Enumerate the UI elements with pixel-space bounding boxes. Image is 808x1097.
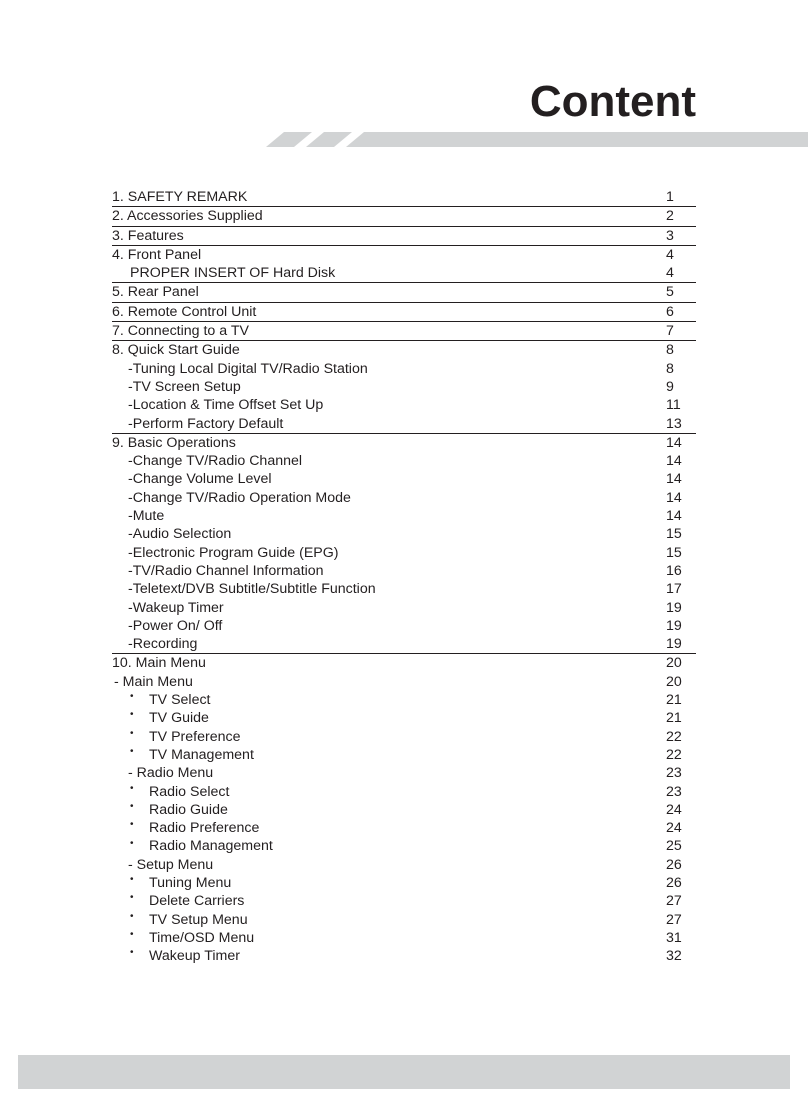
toc-entry-text: -Teletext/DVB Subtitle/Subtitle Function <box>128 581 376 598</box>
toc-page-number: 31 <box>666 929 682 946</box>
toc-entry-label <box>112 507 164 525</box>
toc-entry-row[interactable] <box>112 378 696 396</box>
toc-page-number: 17 <box>666 581 682 598</box>
toc-entry-label <box>112 396 323 414</box>
toc-entry-label <box>112 856 213 874</box>
toc-section <box>112 303 696 322</box>
toc-section <box>112 654 696 965</box>
toc-entry-text: 8. Quick Start Guide <box>112 342 240 359</box>
toc-entry-label <box>112 691 211 709</box>
toc-heading-row[interactable] <box>112 434 696 452</box>
toc-entry-text: -Recording <box>128 636 198 653</box>
toc-entry-text: Time/OSD Menu <box>149 929 255 946</box>
toc-section <box>112 188 696 207</box>
toc-entry-label <box>112 617 222 635</box>
toc-entry-row[interactable] <box>112 929 696 947</box>
toc-page-number: 21 <box>666 710 682 727</box>
toc-entry-text: -Change Volume Level <box>128 471 272 488</box>
toc-entry-text: TV Setup Menu <box>149 911 248 928</box>
toc-entry-label <box>112 246 201 264</box>
toc-page-number: 14 <box>666 508 682 525</box>
table-of-contents <box>112 188 696 965</box>
bullet-icon: • <box>130 782 134 794</box>
toc-entry-label <box>112 599 224 617</box>
toc-entry-label <box>112 580 376 598</box>
toc-entry-label <box>112 654 206 672</box>
toc-page-number: 27 <box>666 893 682 910</box>
toc-page-number: 23 <box>666 783 682 800</box>
toc-entry-row[interactable] <box>112 892 696 910</box>
toc-entry-text: 2. Accessories Supplied <box>112 208 263 225</box>
toc-entry-row[interactable] <box>112 489 696 507</box>
toc-page-number: 8 <box>666 360 674 377</box>
toc-entry-text: -Perform Factory Default <box>128 415 284 432</box>
toc-entry-row[interactable] <box>112 452 696 470</box>
toc-entry-text: 4. Front Panel <box>112 246 202 263</box>
toc-page-number: 32 <box>666 948 682 965</box>
toc-page-number: 1 <box>666 189 674 205</box>
toc-entry-label <box>112 709 209 727</box>
toc-entry-label <box>112 673 193 691</box>
toc-heading-row[interactable] <box>112 322 696 340</box>
toc-entry-row[interactable] <box>112 470 696 488</box>
toc-entry-text: -Mute <box>128 508 165 525</box>
toc-section <box>112 341 696 433</box>
toc-entry-text: -Audio Selection <box>128 526 232 543</box>
toc-entry-row[interactable] <box>112 728 696 746</box>
toc-entry-text: Radio Guide <box>149 801 228 818</box>
band-stripe-3 <box>346 132 808 147</box>
bullet-icon: • <box>130 800 134 812</box>
toc-entry-row[interactable] <box>112 415 696 433</box>
toc-section <box>112 207 696 226</box>
toc-entry-text: 10. Main Menu <box>112 655 206 672</box>
toc-page-number: 23 <box>666 765 682 782</box>
toc-entry-label <box>112 544 339 562</box>
toc-entry-label <box>112 525 231 543</box>
toc-page-number: 7 <box>666 323 674 340</box>
toc-entry-row[interactable] <box>112 264 696 282</box>
toc-entry-text: 1. SAFETY REMARK <box>112 189 248 205</box>
toc-entry-text: TV Guide <box>149 710 209 727</box>
toc-entry-row[interactable] <box>112 911 696 929</box>
toc-entry-text: 3. Features <box>112 227 184 244</box>
toc-entry-row[interactable] <box>112 360 696 378</box>
toc-entry-text: Delete Carriers <box>149 893 245 910</box>
toc-entry-label <box>112 378 241 396</box>
toc-page-number: 22 <box>666 728 682 745</box>
toc-page-number: 8 <box>666 342 674 359</box>
toc-page-number: 25 <box>666 838 682 855</box>
toc-page-number: 19 <box>666 636 682 653</box>
toc-entry-text: 7. Connecting to a TV <box>112 323 249 340</box>
toc-entry-label <box>112 283 199 301</box>
toc-page-number: 5 <box>666 284 674 301</box>
toc-entry-row[interactable] <box>112 599 696 617</box>
toc-entry-label <box>112 264 335 282</box>
bullet-icon: • <box>130 709 134 721</box>
toc-page-number: 13 <box>666 415 682 432</box>
toc-entry-text: -Location & Time Offset Set Up <box>128 397 324 414</box>
toc-page-number: 26 <box>666 874 682 891</box>
toc-page-number: 2 <box>666 208 674 225</box>
toc-entry-text: 5. Rear Panel <box>112 284 199 301</box>
toc-page-number: 14 <box>666 471 682 488</box>
bullet-icon: • <box>130 691 134 703</box>
bullet-icon: • <box>130 746 134 758</box>
toc-page-number: 14 <box>666 453 682 470</box>
toc-entry-row[interactable] <box>112 856 696 874</box>
toc-entry-row[interactable] <box>112 709 696 727</box>
bullet-icon: • <box>130 929 134 941</box>
toc-page-number: 16 <box>666 562 682 579</box>
toc-heading-row[interactable] <box>112 283 696 301</box>
toc-entry-text: PROPER INSERT OF Hard Disk <box>130 265 336 282</box>
toc-heading-row[interactable] <box>112 303 696 321</box>
toc-entry-label <box>112 303 256 321</box>
toc-entry-text: TV Select <box>149 692 211 709</box>
toc-heading-row[interactable] <box>112 341 696 359</box>
toc-heading-row[interactable] <box>112 246 696 264</box>
toc-page-number: 26 <box>666 856 682 873</box>
toc-heading-row[interactable] <box>112 188 696 206</box>
toc-entry-label <box>112 341 240 359</box>
toc-entry-text: Radio Preference <box>149 820 260 837</box>
bullet-icon: • <box>130 892 134 904</box>
bullet-icon: • <box>130 910 134 922</box>
toc-entry-row[interactable] <box>112 837 696 855</box>
toc-page-number: 20 <box>666 673 682 690</box>
toc-entry-text: -TV Screen Setup <box>128 378 241 395</box>
toc-section <box>112 227 696 246</box>
toc-entry-text: -Wakeup Timer <box>128 599 224 616</box>
footer-band <box>18 1055 790 1089</box>
toc-page-number: 11 <box>666 397 681 414</box>
toc-entry-text: -Change TV/Radio Operation Mode <box>128 489 351 506</box>
toc-entry-row[interactable] <box>112 396 696 414</box>
toc-entry-label <box>112 227 184 245</box>
toc-entry-text: - Setup Menu <box>128 856 214 873</box>
toc-entry-text: TV Preference <box>149 728 241 745</box>
toc-entry-text: - Main Menu <box>114 673 193 690</box>
toc-entry-row[interactable] <box>112 746 696 764</box>
toc-entry-label <box>112 188 247 206</box>
toc-entry-text: 9. Basic Operations <box>112 434 236 451</box>
toc-section <box>112 322 696 341</box>
toc-entry-text: -Power On/ Off <box>128 617 223 634</box>
toc-page-number: 22 <box>666 746 682 763</box>
toc-entry-text: Radio Management <box>149 838 273 855</box>
toc-entry-label <box>112 746 254 764</box>
toc-entry-row[interactable] <box>112 562 696 580</box>
toc-page-number: 4 <box>666 265 674 282</box>
bullet-icon: • <box>130 874 134 886</box>
toc-entry-label <box>112 764 213 782</box>
toc-entry-label <box>112 207 263 225</box>
bullet-icon: • <box>130 727 134 739</box>
toc-entry-row[interactable] <box>112 525 696 543</box>
toc-entry-text: - Radio Menu <box>128 765 214 782</box>
toc-entry-text: 6. Remote Control Unit <box>112 303 257 320</box>
toc-entry-text: -Electronic Program Guide (EPG) <box>128 544 339 561</box>
toc-entry-row[interactable] <box>112 874 696 892</box>
toc-entry-row[interactable] <box>112 635 696 653</box>
toc-entry-row[interactable] <box>112 801 696 819</box>
bullet-icon: • <box>130 947 134 959</box>
toc-entry-row[interactable] <box>112 691 696 709</box>
toc-entry-label <box>112 360 368 378</box>
toc-entry-text: Radio Select <box>149 783 230 800</box>
toc-page-number: 19 <box>666 599 682 616</box>
toc-page-number: 24 <box>666 801 682 818</box>
toc-page-number: 24 <box>666 820 682 837</box>
toc-entry-label <box>112 415 283 433</box>
toc-entry-label <box>112 489 351 507</box>
toc-entry-label <box>112 470 272 488</box>
toc-entry-label <box>112 947 240 965</box>
title-decoration-band <box>266 132 808 147</box>
toc-heading-row[interactable] <box>112 207 696 225</box>
toc-entry-row[interactable] <box>112 673 696 691</box>
toc-entry-row[interactable] <box>112 507 696 525</box>
toc-page-number: 3 <box>666 227 674 244</box>
toc-entry-text: Wakeup Timer <box>149 948 240 965</box>
toc-entry-text: -Tuning Local Digital TV/Radio Station <box>128 360 368 377</box>
toc-page-number: 19 <box>666 617 682 634</box>
bullet-icon: • <box>130 819 134 831</box>
bullet-icon: • <box>130 837 134 849</box>
toc-entry-text: -TV/Radio Channel Information <box>128 562 324 579</box>
toc-entry-text: -Change TV/Radio Channel <box>128 453 303 470</box>
page-title: Content <box>529 77 696 126</box>
toc-entry-label <box>112 434 236 452</box>
toc-page-number: 15 <box>666 544 682 561</box>
toc-entry-row[interactable] <box>112 617 696 635</box>
band-stripe-1 <box>266 132 312 147</box>
toc-entry-row[interactable] <box>112 764 696 782</box>
toc-page-number: 14 <box>666 489 682 506</box>
toc-page-number: 20 <box>666 655 682 672</box>
toc-page-number: 6 <box>666 303 674 320</box>
toc-page-number: 27 <box>666 911 682 928</box>
toc-entry-text: Tuning Menu <box>149 874 232 891</box>
toc-section <box>112 283 696 302</box>
toc-page-number: 14 <box>666 434 682 451</box>
toc-entry-label <box>112 837 273 855</box>
toc-entry-row[interactable] <box>112 544 696 562</box>
toc-section <box>112 434 696 655</box>
toc-entry-text: TV Management <box>149 746 254 763</box>
toc-entry-row[interactable] <box>112 580 696 598</box>
toc-entry-label <box>112 452 302 470</box>
toc-entry-label <box>112 322 249 340</box>
toc-entry-row[interactable] <box>112 783 696 801</box>
band-stripe-2 <box>306 132 352 147</box>
toc-page-number: 21 <box>666 692 682 709</box>
toc-page-number: 9 <box>666 378 674 395</box>
toc-heading-row[interactable] <box>112 227 696 245</box>
toc-heading-row[interactable] <box>112 654 696 672</box>
toc-entry-label <box>112 562 324 580</box>
toc-entry-label <box>112 635 197 653</box>
toc-page-number: 4 <box>666 246 674 263</box>
toc-page-number: 15 <box>666 526 682 543</box>
toc-entry-row[interactable] <box>112 947 696 965</box>
toc-section <box>112 246 696 284</box>
toc-entry-row[interactable] <box>112 819 696 837</box>
